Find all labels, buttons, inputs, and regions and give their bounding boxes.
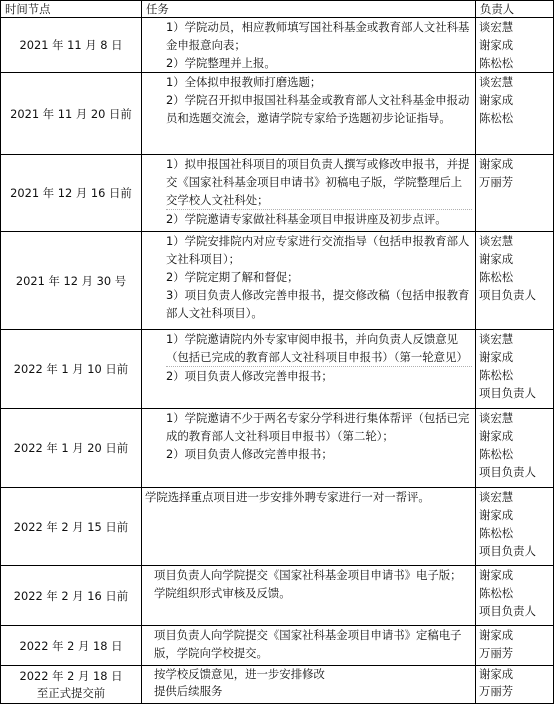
responsible-person: 谢家成	[479, 429, 514, 443]
responsible-person: 万丽芳	[479, 684, 514, 698]
task-item: 2）学院整理并上报。	[166, 56, 276, 70]
responsible-person: 陈松松	[479, 56, 514, 70]
task-cell	[142, 73, 476, 155]
task-item: 2）学院邀请专家做社科基金项目申报讲座及初步点评。	[166, 209, 472, 228]
responsible-person: 陈松松	[479, 526, 514, 540]
responsible-person: 项目负责人	[479, 465, 536, 479]
responsible-person: 陈松松	[479, 111, 514, 125]
responsible-person: 陈松松	[479, 368, 514, 382]
date-cell: 2022 年 1 月 10 日前	[1, 330, 142, 409]
table-row	[1, 409, 554, 488]
responsible-person: 谢家成	[479, 93, 514, 107]
task-cell	[142, 232, 476, 330]
task-item: 1）学院邀请不少于两名专家分学科进行集体帮评（包括已完成的教育部人文社科项目申报书）（第二轮）；	[166, 411, 470, 443]
table-row	[1, 73, 554, 155]
responsible-cell	[476, 232, 554, 330]
table-row	[1, 666, 554, 704]
date-cell: 2022 年 2 月 18 日至正式提交前	[1, 666, 142, 704]
task-item: 学院选择重点项目进一步安排外聘专家进行一对一帮评。	[145, 490, 430, 504]
responsible-person: 万丽芳	[479, 175, 514, 189]
responsible-cell	[476, 566, 554, 626]
task-item: 提供后续服务	[154, 684, 223, 698]
date-cell: 2022 年 2 月 18 日	[1, 626, 142, 666]
responsible-person: 谢家成	[479, 38, 514, 52]
task-cell	[142, 566, 476, 626]
task-cell	[142, 330, 476, 409]
task-cell	[142, 409, 476, 488]
responsible-person: 谢家成	[479, 568, 514, 582]
task-cell	[142, 155, 476, 232]
header-responsible: 负责人	[476, 1, 554, 18]
task-item: 2）学院召开拟申报国社科基金或教育部人文社科基金申报动员和选题交流会，邀请学院专家给予选题初步论证指导。	[166, 93, 470, 125]
task-item: 2）项目负责人修改完善申报书；	[166, 447, 333, 461]
table-row	[1, 626, 554, 666]
date-cell: 2021 年 11 月 8 日	[1, 18, 142, 73]
responsible-person: 谢家成	[479, 667, 514, 681]
task-item: 1）学院安排院内对应专家进行交流指导（包括申报教育部人文社科项目）；	[166, 234, 470, 266]
task-cell	[142, 18, 476, 73]
date-cell: 2021 年 12 月 16 日前	[1, 155, 142, 232]
table-row	[1, 232, 554, 330]
responsible-person: 谢家成	[479, 157, 514, 171]
header-row	[1, 1, 554, 18]
responsible-person: 谈宏慧	[479, 490, 514, 504]
task-item: 项目负责人向学院提交《国家社科基金项目申请书》电子版；学院组织形式审核及反馈。	[154, 568, 462, 600]
task-item: 2）学院定期了解和督促；	[166, 270, 299, 284]
task-item: 项目负责人向学院提交《国家社科基金项目申请书》定稿电子版，学院向学校提交。	[154, 628, 462, 660]
date-cell: 2022 年 1 月 20 日前	[1, 409, 142, 488]
responsible-cell	[476, 666, 554, 704]
responsible-person: 项目负责人	[479, 288, 536, 302]
responsible-person: 谈宏慧	[479, 75, 514, 89]
date-cell: 2021 年 11 月 20 日前	[1, 73, 142, 155]
responsible-person: 谈宏慧	[479, 20, 514, 34]
responsible-person: 谢家成	[479, 508, 514, 522]
responsible-person: 陈松松	[479, 447, 514, 461]
responsible-person: 谈宏慧	[479, 234, 514, 248]
responsible-cell	[476, 330, 554, 409]
responsible-person: 谢家成	[479, 350, 514, 364]
header-date: 时间节点	[1, 1, 142, 18]
date-cell: 2022 年 2 月 16 日前	[1, 566, 142, 626]
responsible-person: 项目负责人	[479, 544, 536, 558]
task-item: 1）全体拟申报教师打磨选题；	[166, 75, 322, 89]
table-row	[1, 155, 554, 232]
date-cell: 2021 年 12 月 30 号	[1, 232, 142, 330]
task-cell	[142, 488, 476, 566]
responsible-cell	[476, 409, 554, 488]
table-row	[1, 330, 554, 409]
task-item: 按学校反馈意见，进一步安排修改	[154, 667, 325, 681]
task-item: 1）学院邀请院内外专家审阅申报书，并向负责人反馈意见（包括已完成的教育部人文社科项目申报书）（第一轮意见）	[166, 332, 468, 364]
task-item: 2）项目负责人修改完善申报书；	[166, 366, 472, 385]
responsible-cell	[476, 626, 554, 666]
responsible-cell	[476, 73, 554, 155]
task-cell	[142, 626, 476, 666]
responsible-person: 陈松松	[479, 586, 514, 600]
responsible-person: 项目负责人	[479, 386, 536, 400]
responsible-person: 谢家成	[479, 628, 514, 642]
task-item: 1）拟申报国社科项目的项目负责人撰写或修改申报书，并提交《国家社科基金项目申请书》初稿电子版，学院整理后上交学校人文社科处；	[166, 157, 470, 207]
responsible-person: 谢家成	[479, 252, 514, 266]
responsible-cell	[476, 155, 554, 232]
responsible-person: 谈宏慧	[479, 411, 514, 425]
responsible-person: 万丽芳	[479, 646, 514, 660]
table-row	[1, 488, 554, 566]
date-cell: 2022 年 2 月 15 日前	[1, 488, 142, 566]
task-item: 1）学院动员，相应教师填写国社科基金或教育部人文社科基金申报意向表；	[166, 20, 470, 52]
header-task: 任务	[142, 1, 476, 18]
task-cell	[142, 666, 476, 704]
responsible-person: 谈宏慧	[479, 332, 514, 346]
table-row	[1, 566, 554, 626]
responsible-cell	[476, 18, 554, 73]
task-item: 3）项目负责人修改完善申报书，提交修改稿（包括申报教育部人文社科项目）。	[166, 288, 470, 320]
responsible-cell	[476, 488, 554, 566]
responsible-person: 项目负责人	[479, 604, 536, 618]
table-row	[1, 18, 554, 73]
responsible-person: 陈松松	[479, 270, 514, 284]
